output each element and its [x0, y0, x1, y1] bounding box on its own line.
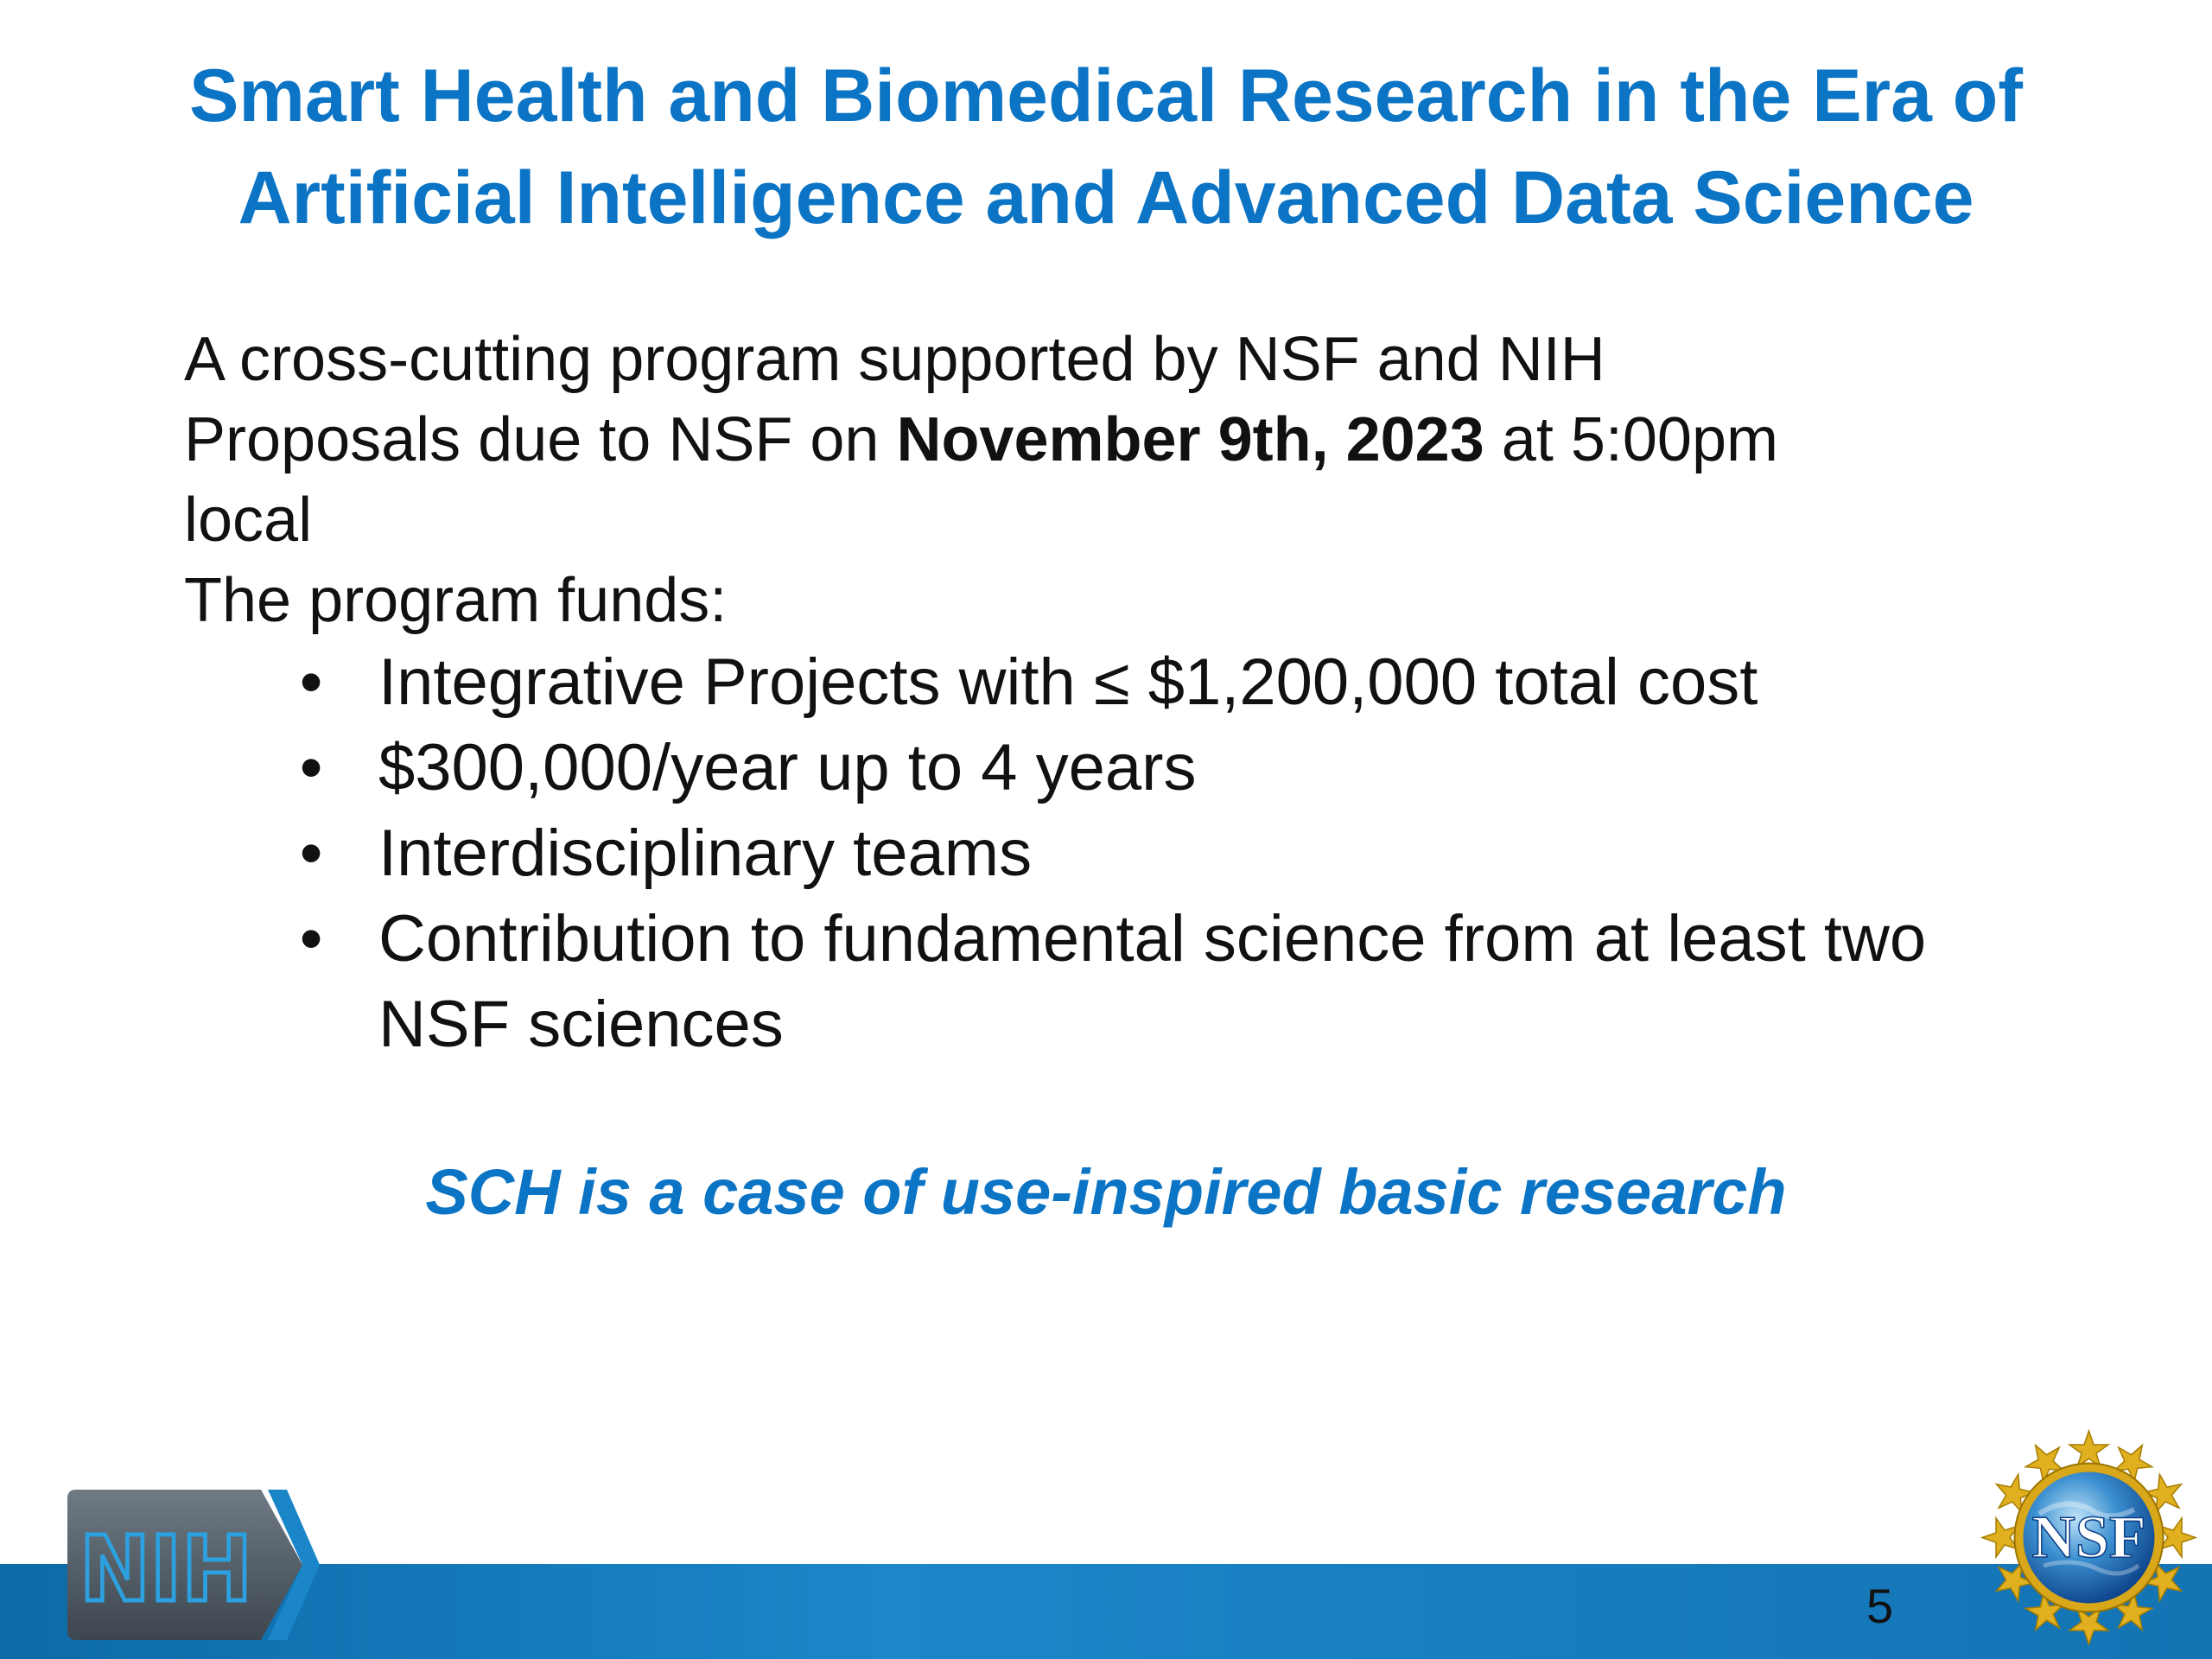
- funding-bullet-list: [285, 639, 2056, 1067]
- slide-title: [104, 45, 2108, 249]
- bullet-text: Contribution to fundamental science from at least two NSF sciences: [378, 902, 1927, 1061]
- proposals-line: [184, 400, 2042, 480]
- bullet-dot-icon: •: [299, 731, 323, 804]
- slide-title-line-2: Artificial Intelligence and Advanced Data Science: [238, 156, 1974, 239]
- bullet-text: Interdisciplinary teams: [378, 817, 1033, 890]
- page-number: 5: [1866, 1579, 1894, 1633]
- nsf-logo-text: NSF: [2031, 1504, 2146, 1571]
- bullet-dot-icon: •: [299, 817, 323, 890]
- intro-line: A cross-cutting program supported by NSF and NIH: [184, 325, 1605, 394]
- proposals-suffix: at 5:00pm: [1484, 405, 1778, 474]
- bullet-dot-icon: •: [299, 645, 323, 719]
- bullet-item: [285, 639, 2056, 725]
- nih-logo-text: NIH: [79, 1516, 252, 1622]
- bullet-item: [285, 725, 2056, 810]
- bullet-item: [285, 896, 2056, 1067]
- slide-body: [184, 320, 2042, 641]
- tagline: SCH is a case of use-inspired basic research: [425, 1156, 1787, 1228]
- proposals-prefix: Proposals due to NSF on: [184, 405, 897, 474]
- bullet-item: [285, 810, 2056, 896]
- proposals-date: November 9th, 2023: [896, 405, 1484, 474]
- nih-logo: [60, 1488, 320, 1642]
- funds-intro: The program funds:: [184, 566, 728, 635]
- bullet-text: Integrative Projects with ≤ $1,200,000 total cost: [378, 645, 1758, 719]
- bullet-dot-icon: •: [299, 902, 323, 976]
- proposals-continued: local: [184, 486, 313, 555]
- nsf-seal-logo: [1979, 1427, 2199, 1648]
- bullet-text: $300,000/year up to 4 years: [378, 731, 1197, 804]
- slide-title-line-1: Smart Health and Biomedical Research in the Era of: [189, 54, 2023, 137]
